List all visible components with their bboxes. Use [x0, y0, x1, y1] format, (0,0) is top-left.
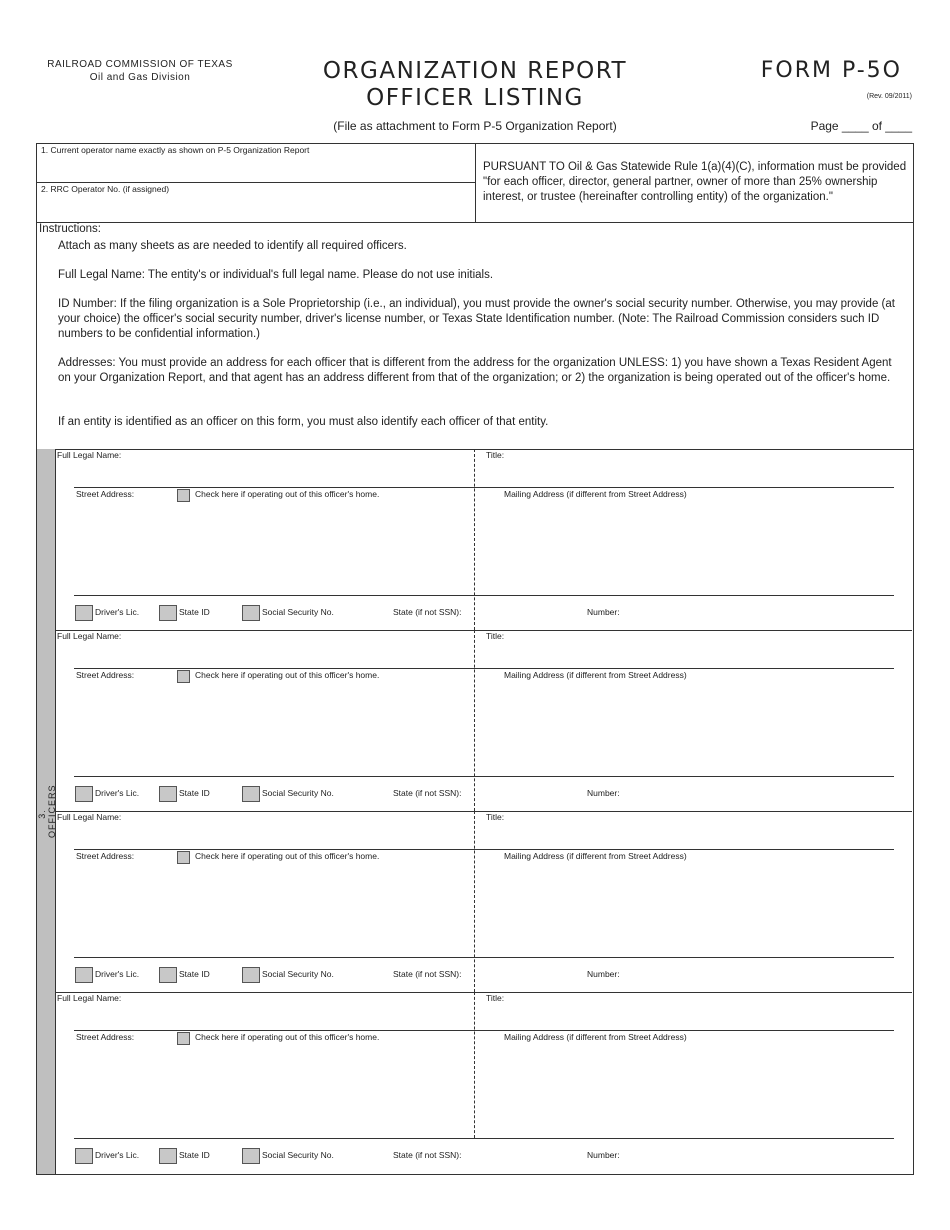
street-address-label: Street Address:	[76, 1032, 135, 1042]
title-line-2: OFFICER LISTING	[366, 85, 584, 111]
page-count[interactable]: Page ____ of ____	[810, 119, 912, 133]
revision-date: (Rev. 09/2011)	[866, 93, 912, 100]
officers-side-bar	[37, 449, 56, 1174]
drivers-lic-label: Driver's Lic.	[95, 969, 140, 979]
home-check-label: Check here if operating out of this officer's home.	[195, 851, 380, 861]
operator-name-label: 1. Current operator name exactly as shown on P-5 Organization Report	[41, 145, 310, 155]
home-checkbox[interactable]	[177, 489, 190, 502]
instructions-box	[36, 221, 914, 450]
officers-section-label: 3. OFFICERS	[37, 784, 57, 838]
home-check-label: Check here if operating out of this officer's home.	[195, 1032, 380, 1042]
officer-block-4	[56, 992, 912, 1173]
ssn-checkbox[interactable]	[242, 1148, 260, 1164]
officer-block-3	[56, 811, 912, 993]
ssn-checkbox[interactable]	[242, 605, 260, 621]
ssn-label: Social Security No.	[262, 1150, 334, 1160]
full-legal-name-label: Full Legal Name:	[57, 812, 122, 822]
home-check-label: Check here if operating out of this officer's home.	[195, 489, 380, 499]
instruction-full-legal-name: Full Legal Name: The entity's or individual's full legal name. Please do not use initials.	[58, 269, 494, 281]
form-subtitle: (File as attachment to Form P-5 Organization Report)	[333, 119, 617, 133]
officer-block-1	[56, 449, 912, 631]
full-legal-name-label: Full Legal Name:	[57, 450, 122, 460]
ssn-label: Social Security No.	[262, 969, 334, 979]
state-if-not-ssn-label: State (if not SSN):	[393, 788, 462, 798]
home-checkbox[interactable]	[177, 1032, 190, 1045]
agency-line-1: RAILROAD COMMISSION OF TEXAS	[47, 59, 233, 70]
instruction-sheets: Attach as many sheets as are needed to identify all required officers.	[58, 240, 407, 252]
state-id-label: State ID	[179, 969, 210, 979]
operator-name-field[interactable]	[37, 144, 475, 183]
state-if-not-ssn-label: State (if not SSN):	[393, 607, 462, 617]
agency-line-2: Oil and Gas Division	[89, 72, 191, 83]
street-address-label: Street Address:	[76, 851, 135, 861]
form-title	[300, 58, 650, 112]
officer-block-2	[56, 630, 912, 812]
state-id-label: State ID	[179, 788, 210, 798]
state-id-checkbox[interactable]	[159, 967, 177, 983]
street-address-label: Street Address:	[76, 489, 135, 499]
operator-number-label: 2. RRC Operator No. (if assigned)	[41, 184, 170, 194]
ssn-label: Social Security No.	[262, 788, 334, 798]
title-label: Title:	[486, 631, 505, 641]
drivers-lic-checkbox[interactable]	[75, 967, 93, 983]
drivers-lic-label: Driver's Lic.	[95, 1150, 140, 1160]
state-id-checkbox[interactable]	[159, 786, 177, 802]
mailing-address-label: Mailing Address (if different from Street Address)	[504, 851, 687, 861]
title-label: Title:	[486, 812, 505, 822]
agency-name	[40, 58, 240, 84]
drivers-lic-checkbox[interactable]	[75, 605, 93, 621]
instruction-id-number: ID Number: If the filing organization is a Sole Proprietorship (i.e., an individual), you must provide the owner's social security number. Otherwise, you may provide (at your choice) the officer's social security number, driver's license number, or Texas State Identification number. (Note: The Railroad Commission considers such ID numbers to be confidential information.)	[58, 298, 895, 340]
ssn-checkbox[interactable]	[242, 786, 260, 802]
instruction-addresses: Addresses: You must provide an address for each officer that is different from the address for the organization UNLESS: 1) you have shown a Texas Resident Agent on your Organization Report, and that agent has an address different from that of the organization; or 2) the organization is being operated out of the officer's home.	[58, 357, 892, 384]
full-legal-name-label: Full Legal Name:	[57, 993, 122, 1003]
drivers-lic-checkbox[interactable]	[75, 786, 93, 802]
number-label: Number:	[587, 969, 620, 979]
full-legal-name-label: Full Legal Name:	[57, 631, 122, 641]
drivers-lic-label: Driver's Lic.	[95, 788, 140, 798]
operator-info-box	[36, 143, 914, 223]
operator-fields	[37, 144, 476, 222]
state-if-not-ssn-label: State (if not SSN):	[393, 969, 462, 979]
title-label: Title:	[486, 993, 505, 1003]
home-checkbox[interactable]	[177, 670, 190, 683]
home-check-label: Check here if operating out of this officer's home.	[195, 670, 380, 680]
number-label: Number:	[587, 1150, 620, 1160]
drivers-lic-label: Driver's Lic.	[95, 607, 140, 617]
instructions-heading: Instructions:	[39, 223, 101, 235]
state-id-label: State ID	[179, 607, 210, 617]
instruction-entity-officers: If an entity is identified as an officer on this form, you must also identify each officer of that entity.	[58, 416, 549, 428]
state-id-checkbox[interactable]	[159, 1148, 177, 1164]
number-label: Number:	[587, 788, 620, 798]
officers-section	[36, 449, 914, 1175]
street-address-label: Street Address:	[76, 670, 135, 680]
mailing-address-label: Mailing Address (if different from Street Address)	[504, 1032, 687, 1042]
operator-number-field[interactable]	[37, 183, 475, 222]
drivers-lic-checkbox[interactable]	[75, 1148, 93, 1164]
mailing-address-label: Mailing Address (if different from Street Address)	[504, 670, 687, 680]
mailing-address-label: Mailing Address (if different from Street Address)	[504, 489, 687, 499]
number-label: Number:	[587, 607, 620, 617]
state-id-checkbox[interactable]	[159, 605, 177, 621]
form-number: FORM P-5O	[760, 58, 902, 83]
title-label: Title:	[486, 450, 505, 460]
state-id-label: State ID	[179, 1150, 210, 1160]
home-checkbox[interactable]	[177, 851, 190, 864]
pursuant-text: PURSUANT TO Oil & Gas Statewide Rule 1(a)(4)(C), information must be provided "for each officer, director, general partner, owner of more than 25% ownership interest, or trustee (hereinafter controlling entity) of the organization."	[483, 161, 907, 203]
state-if-not-ssn-label: State (if not SSN):	[393, 1150, 462, 1160]
title-line-1: ORGANIZATION REPORT	[322, 58, 628, 84]
ssn-checkbox[interactable]	[242, 967, 260, 983]
ssn-label: Social Security No.	[262, 607, 334, 617]
